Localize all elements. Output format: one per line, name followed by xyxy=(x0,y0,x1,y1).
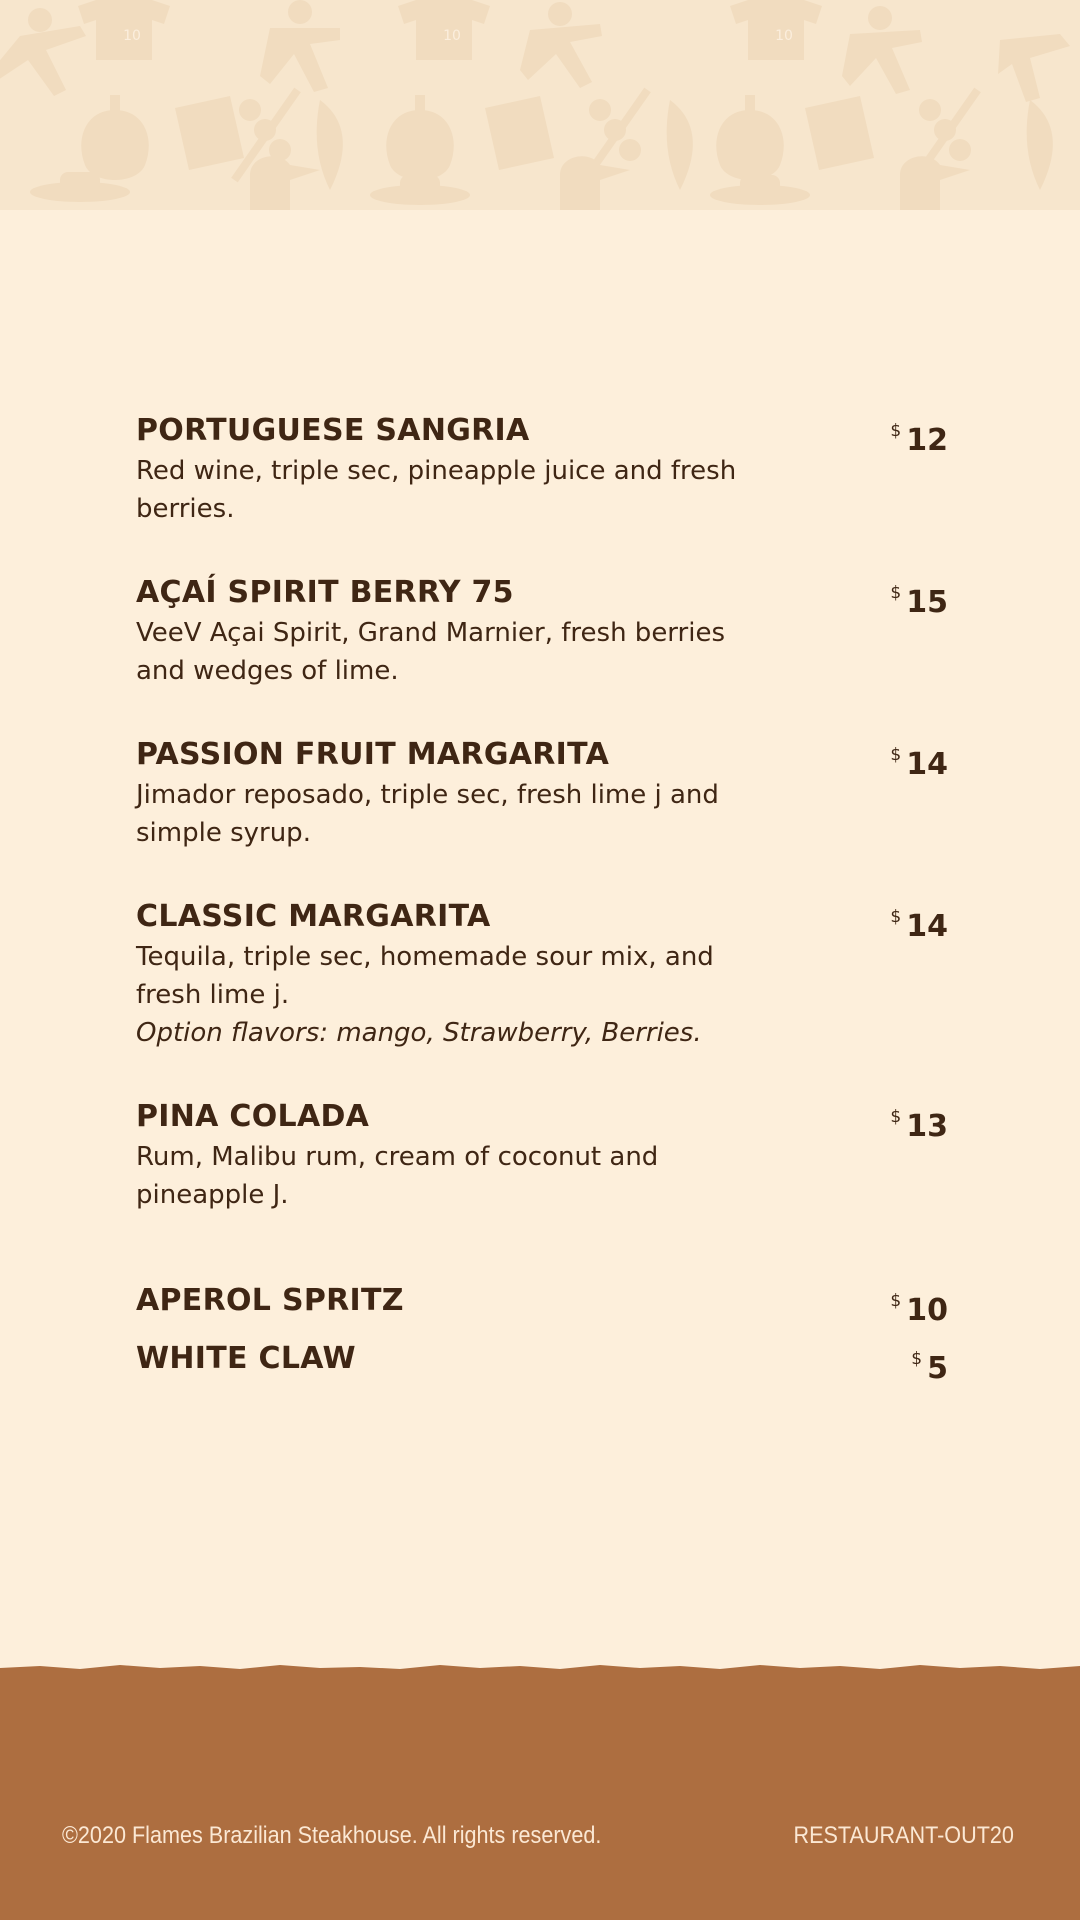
currency-symbol: $ xyxy=(890,1107,902,1127)
menu-item-classic-margarita xyxy=(136,896,948,1052)
menu-item-passion-fruit-margarita xyxy=(136,734,948,852)
item-price xyxy=(911,1338,948,1390)
toucan-icon xyxy=(250,156,970,210)
item-name: AÇAÍ SPIRIT BERRY 75 xyxy=(136,575,514,610)
svg-text:10: 10 xyxy=(123,28,141,44)
footer-code: RESTAURANT-OUT20 xyxy=(793,1822,1014,1849)
item-name: PINA COLADA xyxy=(136,1099,370,1134)
item-name: PASSION FRUIT MARGARITA xyxy=(136,737,610,772)
item-description: Jimador reposado, triple sec, fresh lime j and simple syrup. xyxy=(136,780,719,848)
header-pattern xyxy=(0,0,1080,210)
jersey-number-labels xyxy=(123,28,793,44)
price-value: 5 xyxy=(927,1351,948,1386)
currency-symbol: $ xyxy=(890,1291,902,1311)
price-value: 14 xyxy=(906,747,948,782)
item-description: Tequila, triple sec, homemade sour mix, and fresh lime j. xyxy=(136,942,714,1010)
menu-item-white-claw xyxy=(136,1338,948,1386)
menu-item-acai-spirit-berry-75 xyxy=(136,572,948,690)
price-value: 15 xyxy=(906,585,948,620)
item-description: Red wine, triple sec, pineapple juice and fresh berries. xyxy=(136,456,737,524)
menu-item-pina-colada xyxy=(136,1096,948,1214)
svg-text:10: 10 xyxy=(443,28,461,44)
item-description: VeeV Açai Spirit, Grand Marnier, fresh berries and wedges of lime. xyxy=(136,618,725,686)
item-price xyxy=(890,410,948,462)
price-value: 14 xyxy=(906,909,948,944)
item-price xyxy=(890,734,948,786)
currency-symbol: $ xyxy=(890,421,902,441)
price-value: 12 xyxy=(906,423,948,458)
footer-background xyxy=(0,1662,1080,1920)
menu-item-portuguese-sangria xyxy=(136,410,948,528)
footer xyxy=(0,1662,1080,1920)
currency-symbol: $ xyxy=(890,583,902,603)
hat-icon xyxy=(30,172,810,205)
item-price xyxy=(890,896,948,948)
item-price xyxy=(890,1096,948,1148)
currency-symbol: $ xyxy=(911,1349,923,1369)
item-name: PORTUGUESE SANGRIA xyxy=(136,413,530,448)
item-price xyxy=(890,1280,948,1332)
item-name: CLASSIC MARGARITA xyxy=(136,899,491,934)
svg-text:10: 10 xyxy=(775,28,793,44)
item-name: WHITE CLAW xyxy=(136,1341,356,1376)
pattern-illustration xyxy=(0,0,1080,210)
item-name: APEROL SPRITZ xyxy=(136,1283,404,1318)
currency-symbol: $ xyxy=(890,907,902,927)
menu-item-aperol-spritz xyxy=(136,1280,948,1328)
currency-symbol: $ xyxy=(890,745,902,765)
item-flavor-options: Option flavors: mango, Strawberry, Berries. xyxy=(136,1018,702,1048)
price-value: 10 xyxy=(906,1293,948,1328)
price-value: 13 xyxy=(906,1109,948,1144)
footer-copyright: ©2020 Flames Brazilian Steakhouse. All rights reserved. xyxy=(62,1822,602,1849)
drinks-menu xyxy=(136,410,948,1396)
item-description: Rum, Malibu rum, cream of coconut and pineapple J. xyxy=(136,1142,659,1210)
item-price xyxy=(890,572,948,624)
